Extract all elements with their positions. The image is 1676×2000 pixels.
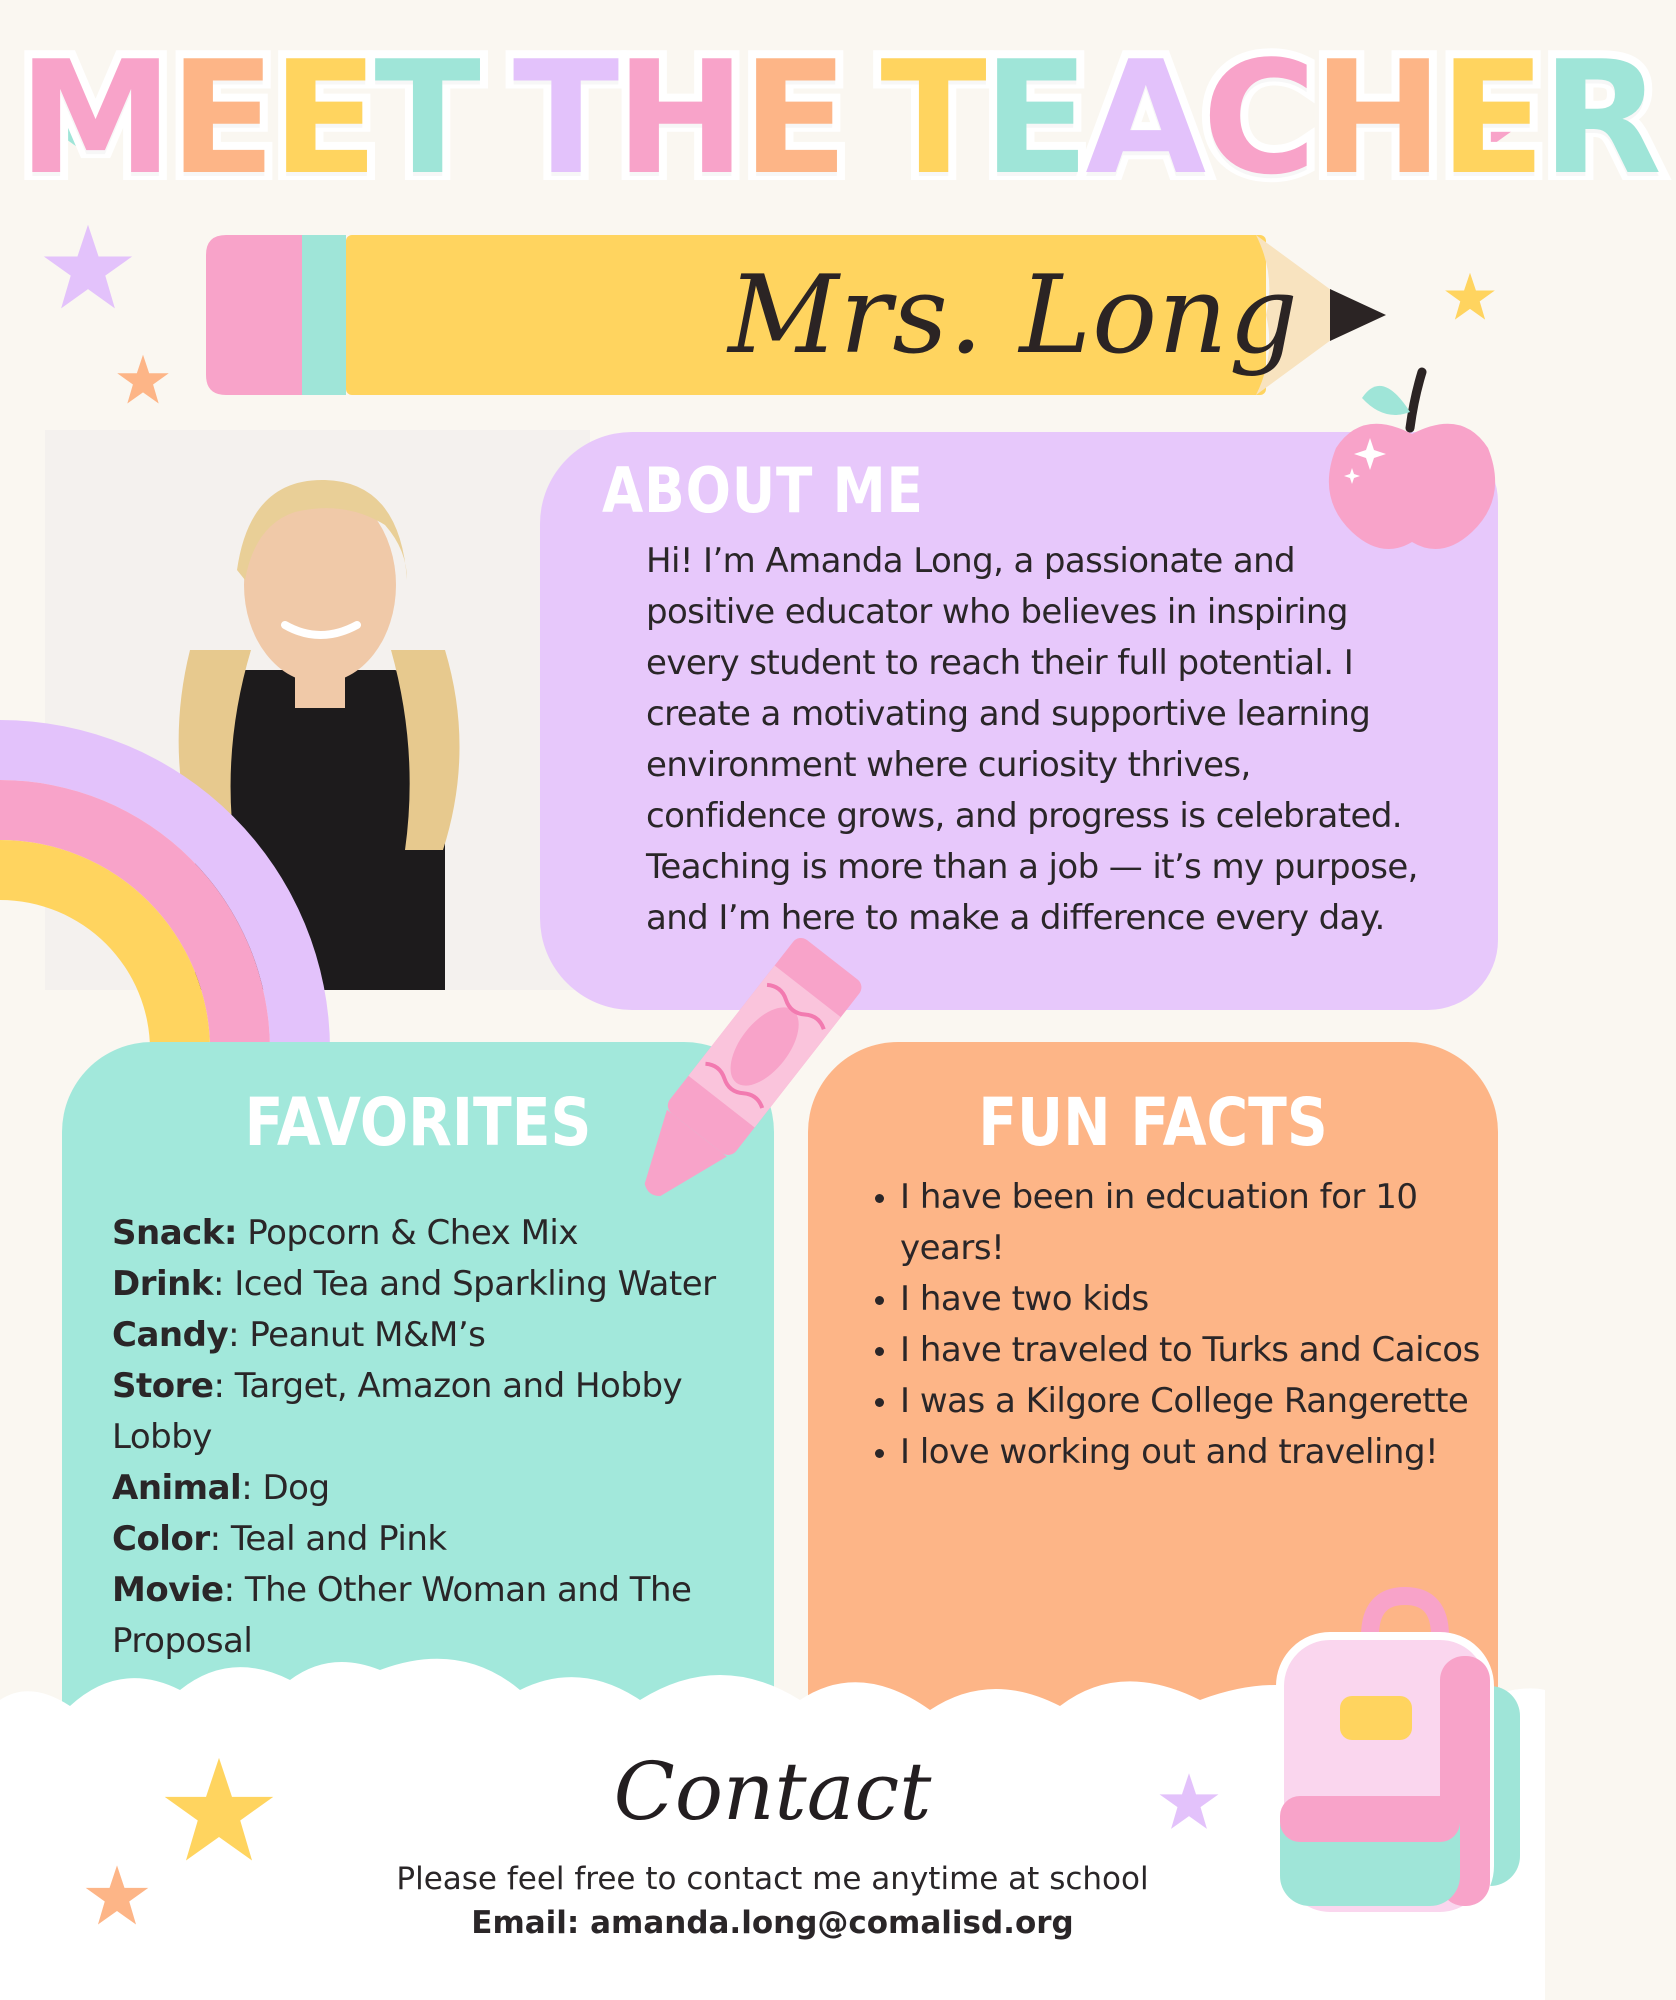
- apple-icon: [1322, 368, 1502, 558]
- about-heading: ABOUT ME: [602, 454, 924, 527]
- title-letter: H: [1312, 27, 1440, 209]
- title-letter: T: [374, 27, 477, 209]
- page-title: [0, 27, 1658, 209]
- title-letter: C: [1202, 27, 1313, 209]
- fun-fact-item: • I have two kids: [900, 1274, 1520, 1325]
- favorite-item: [112, 1310, 792, 1361]
- favorite-item: [112, 1361, 792, 1463]
- favorite-item: [112, 1514, 792, 1565]
- title-letter: A: [1085, 27, 1203, 209]
- title-letter: E: [169, 27, 272, 209]
- title-word: [18, 27, 477, 209]
- about-line: Teaching is more than a job — it’s my purpose,: [646, 847, 1418, 887]
- title-letter: E: [741, 27, 845, 209]
- title-letter: T: [880, 27, 983, 209]
- fun-fact-item: • I have traveled to Turks and Caicos: [900, 1325, 1520, 1376]
- about-line: positive educator who believes in inspiring: [646, 592, 1348, 632]
- about-line: Hi! I’m Amanda Long, a passionate and: [646, 541, 1296, 581]
- favorite-value: : Target, Amazon and Hobby Lobby: [112, 1366, 683, 1457]
- fun-fact-item: • I was a Kilgore College Rangerette: [900, 1376, 1520, 1427]
- favorite-label: Movie: [112, 1570, 224, 1610]
- favorite-label: Color: [112, 1519, 210, 1559]
- contact-heading: Contact: [613, 1745, 932, 1838]
- pencil-banner: [206, 235, 1386, 395]
- rainbow-icon: [0, 720, 330, 1050]
- favorite-label: Candy: [112, 1315, 229, 1355]
- fun-facts-heading: FUN FACTS: [978, 1084, 1328, 1161]
- title-letter: M: [18, 27, 170, 209]
- favorite-value: : Iced Tea and Sparkling Water: [212, 1264, 716, 1304]
- favorite-label: Store: [112, 1366, 214, 1406]
- fun-fact-item: • I have been in edcuation for 10 years!: [900, 1172, 1520, 1274]
- favorite-label: Animal: [112, 1468, 242, 1508]
- contact-email: Email: amanda.long@comalisd.org: [471, 1905, 1074, 1941]
- favorite-label: Drink: [112, 1264, 213, 1304]
- contact-message: Please feel free to contact me anytime at school: [396, 1861, 1149, 1897]
- star-icon: [114, 352, 172, 408]
- favorite-value: : The Other Woman and The Proposal: [112, 1570, 692, 1661]
- about-line: confidence grows, and progress is celebrated.: [646, 796, 1403, 836]
- title-letter: T: [512, 27, 616, 209]
- fun-fact-item: • I love working out and traveling!: [900, 1427, 1520, 1478]
- star-icon: [38, 220, 138, 316]
- favorite-item: [112, 1463, 792, 1514]
- favorite-value: : Dog: [241, 1468, 330, 1508]
- title-letter: E: [271, 27, 375, 209]
- favorite-item: [112, 1259, 792, 1310]
- favorite-value: : Peanut M&M’s: [228, 1315, 486, 1355]
- title-letter: R: [1541, 27, 1658, 209]
- about-line: create a motivating and supportive learning: [646, 694, 1371, 734]
- teacher-name: Mrs. Long: [728, 252, 1299, 378]
- about-text: [646, 536, 1476, 944]
- favorites-list: [112, 1208, 792, 1667]
- fun-facts-list: [850, 1172, 1520, 1478]
- title-letter: E: [1439, 27, 1542, 209]
- about-line: every student to reach their full potential. I: [646, 643, 1354, 683]
- title-letter: E: [982, 27, 1086, 209]
- title-word: [880, 27, 1658, 209]
- favorites-heading: FAVORITES: [244, 1084, 592, 1161]
- about-line: environment where curiosity thrives,: [646, 745, 1251, 785]
- title-letter: H: [615, 27, 742, 209]
- favorite-label: Snack:: [112, 1213, 237, 1253]
- about-line: and I’m here to make a difference every day.: [646, 898, 1385, 938]
- title-word: [512, 27, 845, 209]
- favorite-value: Popcorn & Chex Mix: [237, 1213, 578, 1253]
- crayon-icon: [590, 928, 890, 1228]
- favorite-value: : Teal and Pink: [209, 1519, 447, 1559]
